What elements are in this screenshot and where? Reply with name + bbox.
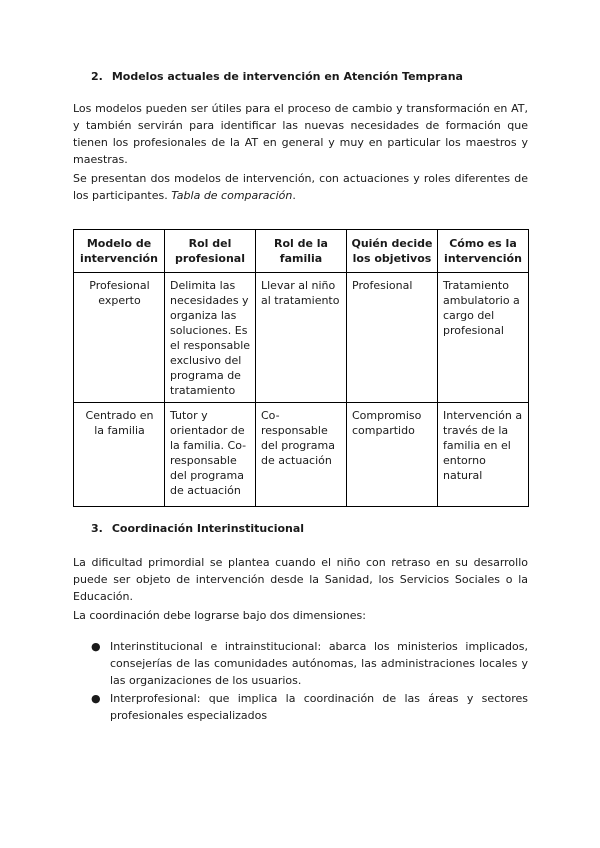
header-cell: Modelo de intervención bbox=[74, 230, 165, 273]
difficulty-paragraph: La dificultad primordial se plantea cuando el niño con retraso en su desarrollo puede ser objeto de intervención desde la Sanidad, los Servicios Sociales o la Educación. bbox=[73, 556, 528, 603]
table-caption: Tabla de comparación bbox=[171, 189, 293, 202]
header-cell: Cómo es la intervención bbox=[438, 230, 529, 273]
table-cell: Delimita las necesidades y organiza las soluciones. Es el responsable exclusivo del programa de tratamiento bbox=[165, 273, 256, 403]
intro-paragraph: Los modelos pueden ser útiles para el proceso de cambio y transformación en AT, y también servirán para identificar las nuevas necesidades de formación que tienen los profesionales de la AT en general y muy en particular los maestros y maestras. bbox=[73, 102, 528, 166]
section-3-heading bbox=[91, 522, 304, 535]
header-cell: Quién decide los objetivos bbox=[347, 230, 438, 273]
header-cell: Rol del profesional bbox=[165, 230, 256, 273]
table-cell: Tratamiento ambulatorio a cargo del profesional bbox=[438, 273, 529, 403]
list-item bbox=[91, 638, 528, 689]
table-header-row bbox=[74, 230, 529, 273]
list-item-text: Interprofesional: que implica la coordinación de las áreas y sectores profesionales especializados bbox=[110, 692, 528, 722]
table-row bbox=[74, 403, 529, 507]
table-cell: Profesional bbox=[347, 273, 438, 403]
table-row bbox=[74, 273, 529, 403]
table-cell: Tutor y orientador de la familia. Co-responsable del programa de actuación bbox=[165, 403, 256, 507]
dimensions-paragraph: La coordinación debe lograrse bajo dos dimensiones: bbox=[73, 609, 366, 622]
section-2-title: Modelos actuales de intervención en Atención Temprana bbox=[111, 70, 463, 83]
table-intro-text: Se presentan dos modelos de intervención, con actuaciones y roles diferentes de los participantes. bbox=[73, 172, 528, 202]
table-intro-end: . bbox=[292, 189, 296, 202]
table-cell: Compromiso compartido bbox=[347, 403, 438, 507]
list-item bbox=[91, 690, 528, 724]
table-cell: Co-responsable del programa de actuación bbox=[256, 403, 347, 507]
table-cell: Centrado en la familia bbox=[74, 403, 165, 507]
bullet-icon: ● bbox=[91, 640, 101, 653]
table-cell: Profesional experto bbox=[74, 273, 165, 403]
section-2-number: 2. bbox=[91, 70, 103, 83]
table-cell: Llevar al niño al tratamiento bbox=[256, 273, 347, 403]
section-2-heading bbox=[91, 70, 463, 83]
dimensions-list bbox=[91, 638, 528, 725]
list-item-text: Interinstitucional e intrainstitucional: abarca los ministerios implicados, consejerías de las comunidades autónomas, las administraciones locales y las organizaciones de los usuarios. bbox=[110, 640, 528, 687]
comparison-table bbox=[73, 229, 529, 507]
table-intro-paragraph bbox=[73, 170, 528, 204]
table-cell: Intervención a través de la familia en el entorno natural bbox=[438, 403, 529, 507]
header-cell: Rol de la familia bbox=[256, 230, 347, 273]
section-3-title: Coordinación Interinstitucional bbox=[111, 522, 305, 535]
section-3-number: 3. bbox=[91, 522, 103, 535]
bullet-icon: ● bbox=[91, 692, 101, 705]
